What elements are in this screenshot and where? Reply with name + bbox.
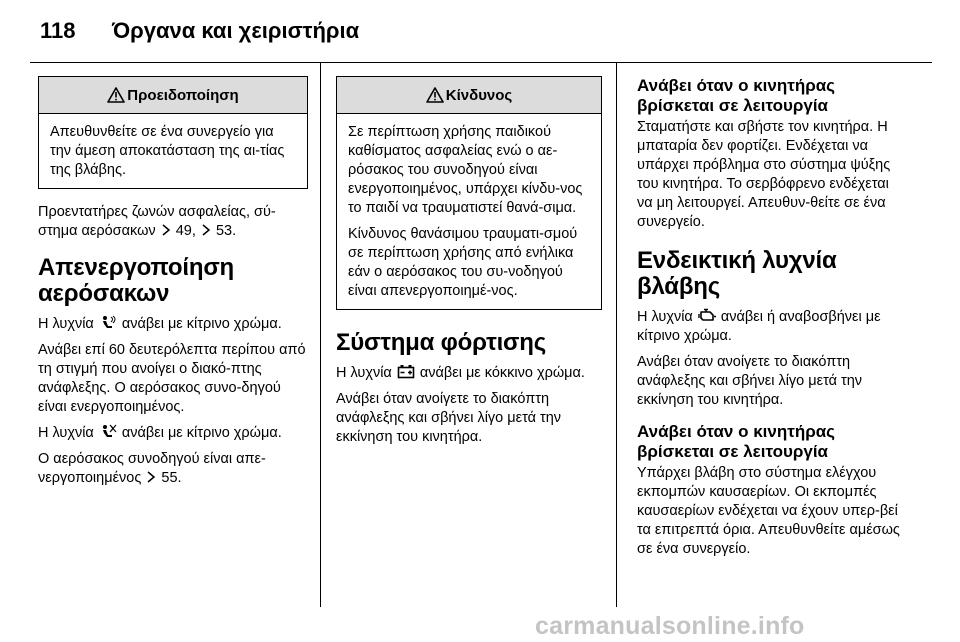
text: ανάβει ή αναβοσβήνει με κίτρινο χρώμα. [637, 309, 881, 344]
danger-box-text: Κίνδυνος θανάσιμου τραυματι-σμού σε περίπτωση χρήσης από ενήλικα εάν ο αερόσακος του συ-νοδηγού είναι απενεργοποιημέ-νος. [348, 226, 578, 299]
text: Η λυχνία [336, 365, 392, 381]
column-2 [336, 76, 602, 454]
subheading: Ανάβει όταν ο κινητήρας βρίσκεται σε λειτουργία [637, 422, 836, 461]
reference-arrow-icon [161, 224, 171, 236]
warning-box [38, 76, 308, 189]
text: Ο αερόσακος συνοδηγού είναι απε-νεργοποιημένος [38, 451, 266, 486]
watermark: carmanualsonline.info [535, 612, 805, 640]
section-heading: Ενδεικτική λυχνία βλάβης [637, 247, 837, 300]
text: Προεντατήρες ζωνών ασφαλείας, σύ-στημα αερόσακων [38, 204, 276, 239]
page-title: Όργανα και χειριστήρια [112, 18, 360, 43]
paragraph [336, 364, 602, 383]
section-heading: Απενεργοποίηση αερόσακων [38, 254, 234, 307]
paragraph: Ανάβει όταν ανοίγετε το διακόπτη ανάφλεξης και σβήνει λίγο μετά την εκκίνηση του κινητήρα. [637, 354, 863, 408]
warning-box-text: Απευθυνθείτε σε ένα συνεργείο για την άμεση αποκατάσταση της αι-τίας της βλάβης. [50, 124, 285, 178]
paragraph: Υπάρχει βλάβη στο σύστημα ελέγχου εκπομπών καυσαερίων. Οι εκπομπές καυσαερίων ενδέχεται να έχουν υπερ-βεί τα επιτρεπτά όρια. Απευθυνθείτε αμέσως σε ένα συνεργείο. [637, 465, 900, 557]
text: ανάβει με κόκκινο χρώμα. [419, 365, 585, 381]
paragraph [38, 450, 308, 488]
reference-arrow-icon [146, 471, 156, 483]
page-number: 118 [40, 18, 76, 43]
battery-icon [397, 364, 415, 379]
header-rule [30, 62, 932, 63]
danger-box [336, 76, 602, 310]
column-1 [38, 76, 308, 495]
warning-triangle-icon [107, 87, 125, 103]
column-divider [616, 62, 617, 607]
warning-box-header [39, 77, 307, 114]
text: ανάβει με κίτρινο χρώμα. [121, 316, 282, 332]
subheading: Ανάβει όταν ο κινητήρας βρίσκεται σε λειτουργία [637, 76, 836, 115]
paragraph [38, 315, 308, 334]
airbag-off-icon [99, 424, 117, 439]
danger-box-title: Κίνδυνος [445, 86, 513, 104]
page-reference[interactable]: 49, [175, 223, 196, 239]
paragraph: Ανάβει όταν ανοίγετε το διακόπτη ανάφλεξης και σβήνει λίγο μετά την εκκίνηση του κινητήρα. [336, 391, 562, 445]
section-heading: Σύστημα φόρτισης [336, 329, 547, 356]
paragraph: Σταματήστε και σβήστε τον κινητήρα. Η μπαταρία δεν φορτίζει. Ενδέχεται να υπάρχει πρόβλημα στο σύστημα ψύξης του κινητήρα. Το σερβόφρενο ενδέχεται να μη λειτουργεί. Απευθυν-θείτε σε ένα συνεργείο. [637, 119, 891, 230]
paragraph [38, 424, 308, 443]
reference-arrow-icon [201, 224, 211, 236]
text: Η λυχνία [38, 316, 94, 332]
text: Η λυχνία [38, 425, 94, 441]
column-3 [637, 76, 905, 566]
danger-box-header [337, 77, 601, 114]
paragraph [38, 203, 308, 241]
warning-box-title: Προειδοποίηση [127, 86, 239, 104]
text: Η λυχνία [637, 309, 693, 325]
page-reference[interactable]: 55. [161, 470, 182, 486]
paragraph [637, 308, 905, 346]
page-header [0, 0, 960, 60]
airbag-on-icon [99, 315, 117, 330]
warning-triangle-icon [426, 87, 444, 103]
page-reference[interactable]: 53. [215, 223, 237, 239]
text: ανάβει με κίτρινο χρώμα. [121, 425, 282, 441]
column-divider [320, 62, 321, 607]
paragraph: Ανάβει επί 60 δευτερόλεπτα περίπου από τη στιγμή που ανοίγει ο διακό-πτης ανάφλεξης. Ο αερόσακος συνο-δηγού είναι ενεργοποιημένος. [38, 342, 306, 415]
engine-check-icon [698, 308, 716, 323]
danger-box-text: Σε περίπτωση χρήσης παιδικού καθίσματος ασφαλείας ενώ ο αε-ρόσακος του συνοδηγού είναι ενεργοποιημένος, υπάρχει κίνδυ-νος το παιδί να τραυματιστεί θανά-σιμα. [348, 124, 583, 216]
